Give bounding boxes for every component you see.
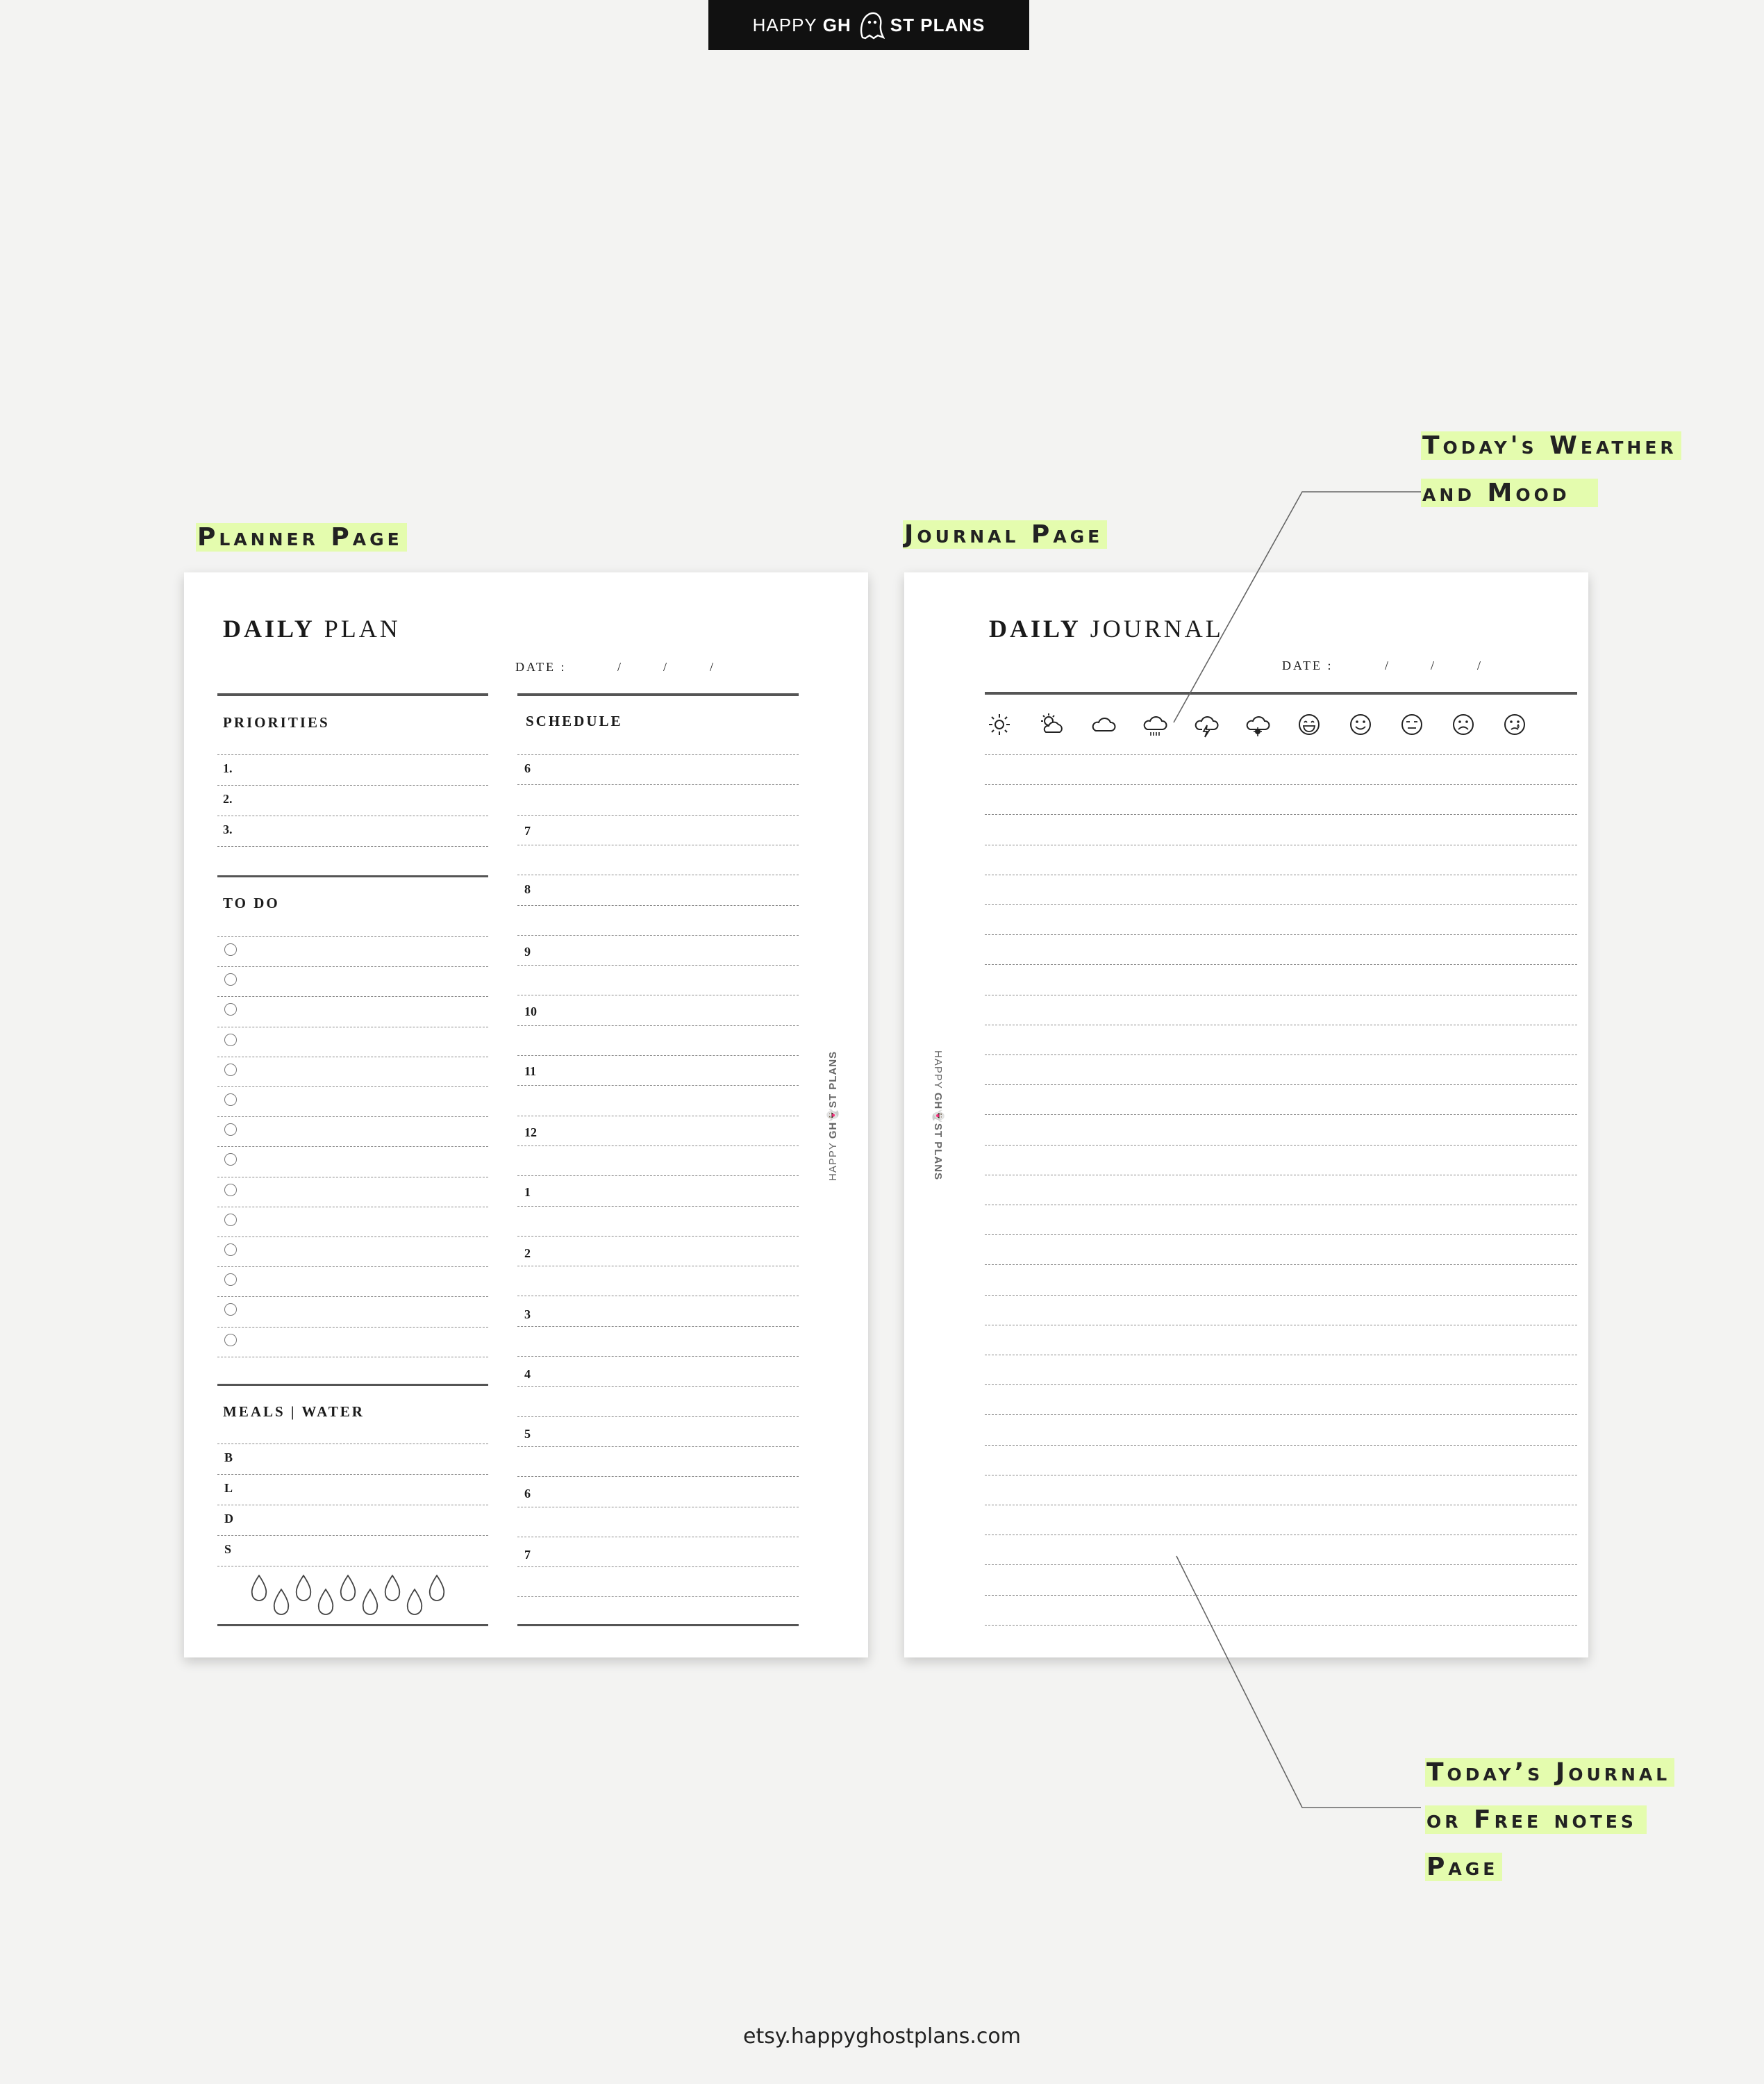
date-separator: / bbox=[617, 660, 622, 674]
planner-page-label: Planner Page bbox=[196, 515, 407, 560]
schedule-hour: 9 bbox=[524, 945, 531, 959]
meal-label: S bbox=[224, 1542, 232, 1556]
planner-date-label: DATE : bbox=[515, 660, 567, 674]
schedule-hour: 6 bbox=[524, 761, 531, 775]
journal-notes-label-3: Page bbox=[1425, 1845, 1502, 1889]
schedule-hour: 10 bbox=[524, 1004, 537, 1018]
side-brand-left: HAPPY GH👻ST PLANS bbox=[827, 1050, 839, 1181]
priority-number: 1. bbox=[223, 761, 233, 775]
journal-notes-label-1: Today’s Journal bbox=[1425, 1751, 1674, 1795]
journal-title: DAILY JOURNAL bbox=[989, 615, 1224, 643]
weather-mood-label-2: and Mood bbox=[1421, 471, 1598, 515]
brand-suffix: ST PLANS bbox=[890, 14, 985, 35]
side-brand-right: HAPPY GH👻ST PLANS bbox=[932, 1050, 944, 1181]
date-separator: / bbox=[710, 660, 714, 674]
meal-label: D bbox=[224, 1512, 233, 1525]
schedule-hour: 11 bbox=[524, 1064, 537, 1078]
weather-mood-label-1: Today's Weather bbox=[1421, 424, 1681, 468]
journal-notes-label-2: or Free notes bbox=[1425, 1798, 1647, 1842]
schedule-hour: 6 bbox=[524, 1487, 531, 1500]
schedule-hour: 2 bbox=[524, 1246, 531, 1260]
schedule-hour: 8 bbox=[524, 882, 531, 896]
schedule-hour: 5 bbox=[524, 1427, 531, 1441]
schedule-hour: 1 bbox=[524, 1185, 531, 1199]
schedule-hour: 12 bbox=[524, 1125, 537, 1139]
brand-gh: GH bbox=[822, 14, 851, 35]
journal-page-label: Journal Page bbox=[903, 513, 1107, 557]
date-separator: / bbox=[1385, 659, 1389, 672]
schedule-heading: SCHEDULE bbox=[526, 713, 623, 729]
schedule-hour: 7 bbox=[524, 824, 531, 838]
todo-heading: TO DO bbox=[223, 895, 280, 911]
footer-url[interactable]: etsy.happyghostplans.com bbox=[743, 2024, 1021, 2049]
date-separator: / bbox=[663, 660, 667, 674]
planner-title: DAILY PLAN bbox=[223, 615, 401, 643]
meal-label: L bbox=[224, 1481, 233, 1495]
schedule-hour: 7 bbox=[524, 1548, 531, 1562]
date-separator: / bbox=[1477, 659, 1481, 672]
journal-date-label: DATE : bbox=[1282, 659, 1333, 672]
priority-number: 3. bbox=[223, 822, 233, 836]
priorities-heading: PRIORITIES bbox=[223, 714, 330, 731]
date-separator: / bbox=[1431, 659, 1435, 672]
schedule-hour: 3 bbox=[524, 1307, 531, 1321]
brand-prefix: HAPPY bbox=[752, 14, 817, 35]
schedule-hour: 4 bbox=[524, 1367, 531, 1381]
priority-number: 2. bbox=[223, 792, 233, 806]
meal-label: B bbox=[224, 1450, 233, 1464]
meals-heading: MEALS | WATER bbox=[223, 1403, 365, 1420]
